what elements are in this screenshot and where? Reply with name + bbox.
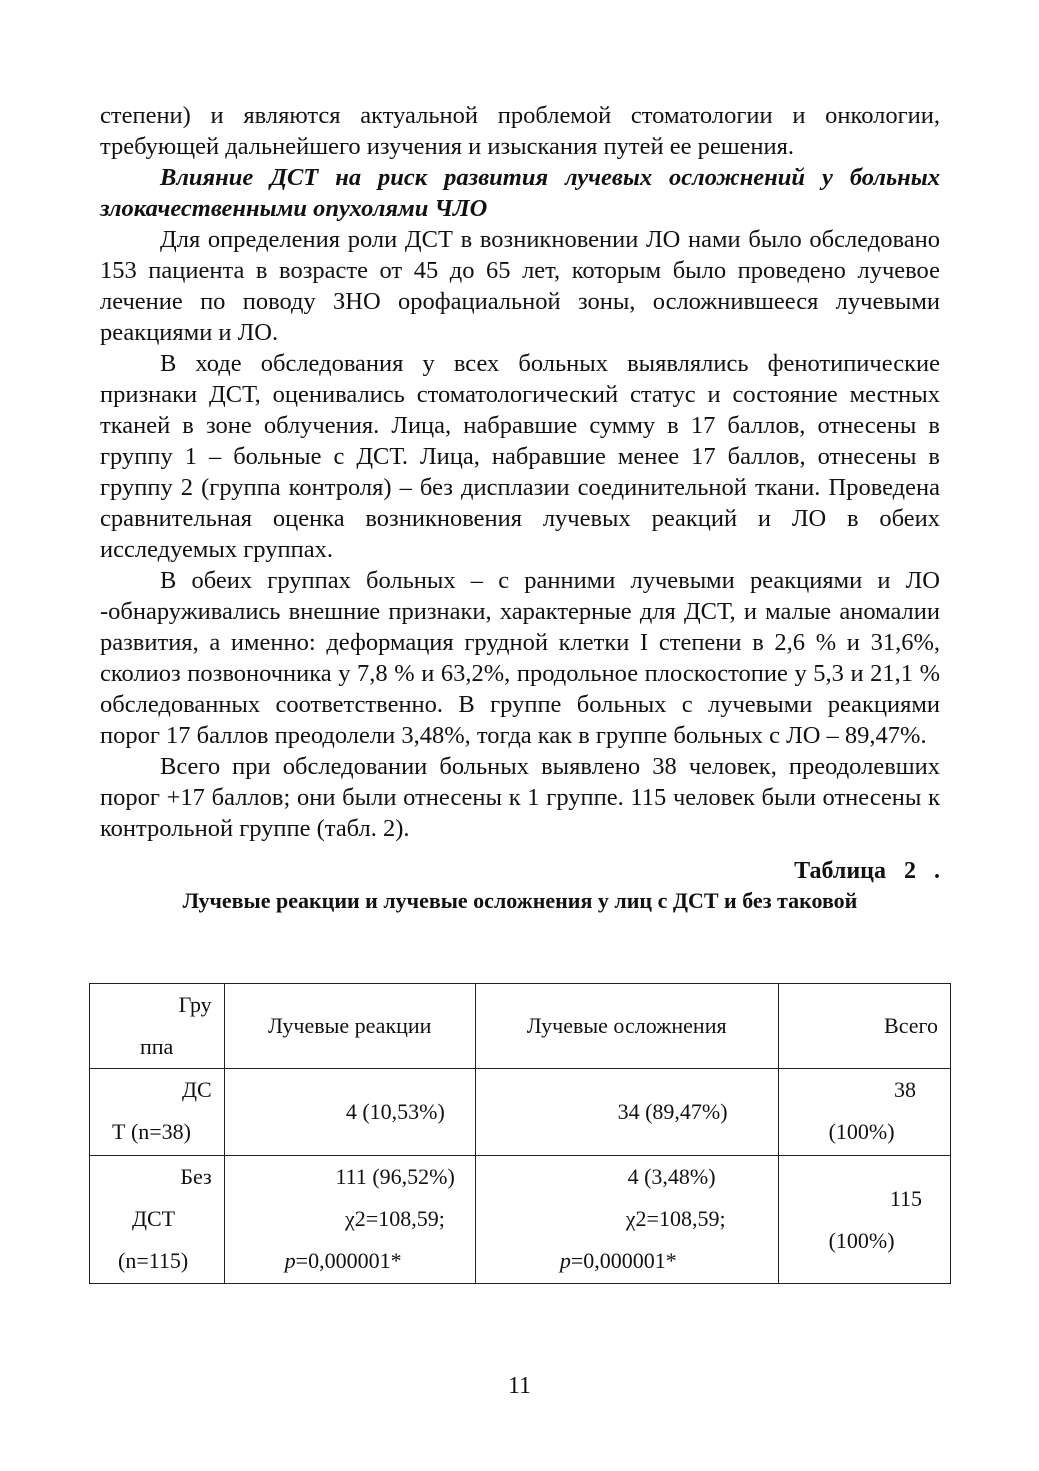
nodst-reactions-line1: 111 (96,52%) xyxy=(335,1164,455,1189)
nodst-complications-chi: χ2=108,59; xyxy=(625,1206,726,1231)
nodst-group-line1: Без xyxy=(180,1164,212,1189)
header-group-cell xyxy=(90,984,225,1069)
text-body xyxy=(100,100,940,916)
paragraph-continuation: степени) и являются актуальной проблемой стоматологии и онкологии, требующей дальнейшего изучения и изыскания путей ее решения. xyxy=(100,102,940,160)
dst-group-cell xyxy=(90,1069,225,1156)
header-total: Всего xyxy=(884,1013,938,1038)
dst-group-line1: ДС xyxy=(181,1077,212,1102)
p-symbol: p xyxy=(559,1248,571,1273)
table-row-dst xyxy=(90,1069,951,1156)
p-value: =0,000001* xyxy=(570,1248,677,1273)
header-complications-cell xyxy=(475,984,778,1069)
header-reactions-cell xyxy=(224,984,475,1069)
header-complications: Лучевые осложнения xyxy=(526,1013,727,1038)
nodst-reactions-cell xyxy=(224,1156,475,1284)
paragraph-1: Для определения роли ДСТ в возникновении ЛО нами было обследовано 153 пациента в возрасте от 45 до 65 лет, которым было проведено лучевое лечение по поводу ЗНО орофациальной зоны, осложнившееся лучевыми реакциями и ЛО. xyxy=(100,226,940,346)
nodst-reactions-chi: χ2=108,59; xyxy=(345,1206,445,1231)
dst-reactions: 4 (10,53%) xyxy=(345,1099,445,1124)
nodst-complications-cell xyxy=(475,1156,778,1284)
nodst-complications-p xyxy=(476,1240,778,1282)
header-group-line1: Гру xyxy=(178,992,212,1017)
nodst-complications-line1: 4 (3,48%) xyxy=(627,1164,716,1189)
dst-total-line1: 38 xyxy=(894,1077,916,1102)
p-symbol: p xyxy=(284,1248,296,1273)
header-reactions: Лучевые реакции xyxy=(268,1013,432,1038)
results-table xyxy=(89,983,951,1284)
nodst-total-line1: 115 xyxy=(889,1185,922,1211)
paragraph-2: В ходе обследования у всех больных выявлялись фенотипические признаки ДСТ, оценивались стоматологический статус и состояние местных тканей в зоне облучения. Лица, набравшие сумму в 17 баллов, отнесены в группу 1 – больные с ДСТ. Лица, набравшие менее 17 баллов, отнесены в группу 2 (группа контроля) – без дисплазии соединительной ткани. Проведена сравнительная оценка возникновения лучевых реакций и ЛО в обеих исследуемых группах. xyxy=(100,350,940,563)
table-label: Таблица 2 . xyxy=(794,858,940,884)
paragraph-3: В обеих группах больных – с ранними лучевыми реакциями и ЛО -обнаруживались внешние признаки, характерные для ДСТ, и малые аномалии развития, а именно: деформация грудной клетки I степени в 2,6 % и 31,6%, сколиоз позвоночника у 7,8 % и 63,2%, продольное плоскостопие у 5,3 и 21,1 % обследованных соответственно. В группе больных с лучевыми реакциями порог 17 баллов преодолели 3,48%, тогда как в группе больных с ЛО – 89,47%. xyxy=(100,567,940,749)
table-caption: Лучевые реакции и лучевые осложнения у лиц с ДСТ и без таковой xyxy=(182,888,858,913)
dst-reactions-cell xyxy=(224,1069,475,1156)
nodst-total-cell xyxy=(778,1156,950,1284)
nodst-group-cell xyxy=(90,1156,225,1284)
nodst-group-line2: ДСТ xyxy=(132,1206,176,1231)
dst-complications: 34 (89,47%) xyxy=(617,1099,728,1124)
table-row-no-dst xyxy=(90,1156,951,1284)
header-group-line2: ппа xyxy=(140,1034,174,1059)
header-total-cell xyxy=(778,984,950,1069)
nodst-group-line3: (n=115) xyxy=(118,1248,189,1273)
nodst-total-line2: (100%) xyxy=(828,1227,895,1253)
dst-group-line2: Т (n=38) xyxy=(112,1119,191,1144)
page-number: 11 xyxy=(507,1373,532,1399)
dst-total-cell xyxy=(778,1069,950,1156)
nodst-reactions-p xyxy=(225,1240,475,1282)
paragraph-4: Всего при обследовании больных выявлено 38 человек, преодолевших порог +17 баллов; они были отнесены к 1 группе. 115 человек были отнесены к контрольной группе (табл. 2). xyxy=(100,753,940,842)
table-header-row xyxy=(90,984,951,1069)
p-value: =0,000001* xyxy=(295,1248,402,1273)
section-heading: Влияние ДСТ на риск развития лучевых осложнений у больных злокачественными опухолями ЧЛО xyxy=(100,164,940,222)
dst-total-line2: (100%) xyxy=(828,1119,895,1144)
dst-complications-cell xyxy=(475,1069,778,1156)
